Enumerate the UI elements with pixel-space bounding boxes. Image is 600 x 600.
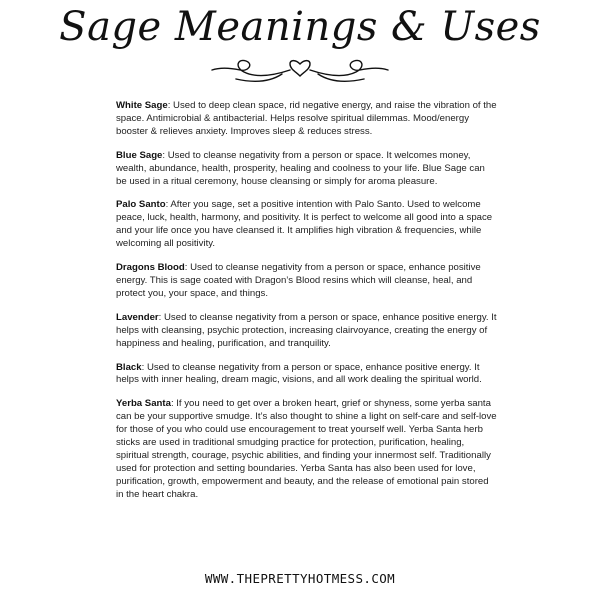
entry-name: Blue Sage	[116, 149, 163, 161]
entry-name: Yerba Santa	[116, 398, 171, 410]
page-title: Sage Meanings & Uses	[59, 4, 541, 50]
entry-text: : Used to cleanse negativity from a person or space. It welcomes money, wealth, abundance, health, prosperity, healing and coolness to your life. Blue Sage can be used in a ritual ceremony, house cleansing or simply for aroma pleasure.	[116, 149, 485, 187]
entry-name: Lavender	[116, 311, 159, 323]
entry-text: : Used to cleanse negativity from a person or space, enhance positive energy. It helps with inner healing, dream magic, visions, and all work dealing the spiritual world.	[116, 361, 482, 386]
entry-text: : Used to cleanse negativity from a person or space, enhance positive energy. It helps with cleansing, psychic protection, increasing clairvoyance, creating the energy of happiness and healing, purification, and tranquility.	[116, 311, 497, 349]
heart-flourish-icon	[210, 52, 390, 86]
entry-white-sage	[116, 100, 498, 139]
entry-text: : Used to deep clean space, rid negative energy, and raise the vibration of the space. Antimicrobial & antibacterial. Helps resolve spiritual dilemmas. Mood/energy booster & relieves anxiety. Improves sleep & reduces stress.	[116, 100, 497, 137]
footer-website: WWW.THEPRETTYHOTMESS.COM	[204, 571, 396, 586]
entry-yerba-santa	[116, 398, 498, 501]
entry-name: White Sage	[116, 100, 168, 111]
entry-dragons-blood	[116, 262, 498, 301]
entry-name: Dragons Blood	[116, 262, 185, 274]
entry-lavender	[116, 312, 498, 351]
entry-text: : If you need to get over a broken heart, grief or shyness, some yerba santa can be your supportive smudge. It’s also thought to shine a light on self-care and self-love for those of you who could use encouragement to treat yourself well. Yerba Santa herb sticks are used in traditional smudging practice for protection, purification, healing, spiritual strength, courage, psychic abilities, and finding your innermost self. Traditionally used for protection and setting boundaries. Yerba Santa has also been used for love, purification, growth, empowerment and beauty, and the release of emotional pain stored in the heart chakra.	[116, 398, 497, 500]
entry-text: : After you sage, set a positive intention with Palo Santo. Used to welcome peace, luck, health, harmony, and positivity. It is perfect to welcome all good into a space and your life once you have cleansed it. It amplifies high vibration & frequencies, while welcoming all positivity.	[116, 199, 493, 250]
entry-black	[116, 362, 498, 388]
entry-name: Palo Santo	[116, 199, 166, 211]
entry-name: Black	[116, 361, 142, 373]
entry-text: : Used to cleanse negativity from a person or space, enhance positive energy. This is sage coated with Dragon’s Blood resins which will cleanse, heal, and protect you, your space, and things.	[116, 262, 481, 299]
entry-palo-santo	[116, 199, 498, 251]
entry-blue-sage	[116, 150, 498, 189]
sage-entries-list	[116, 100, 498, 513]
